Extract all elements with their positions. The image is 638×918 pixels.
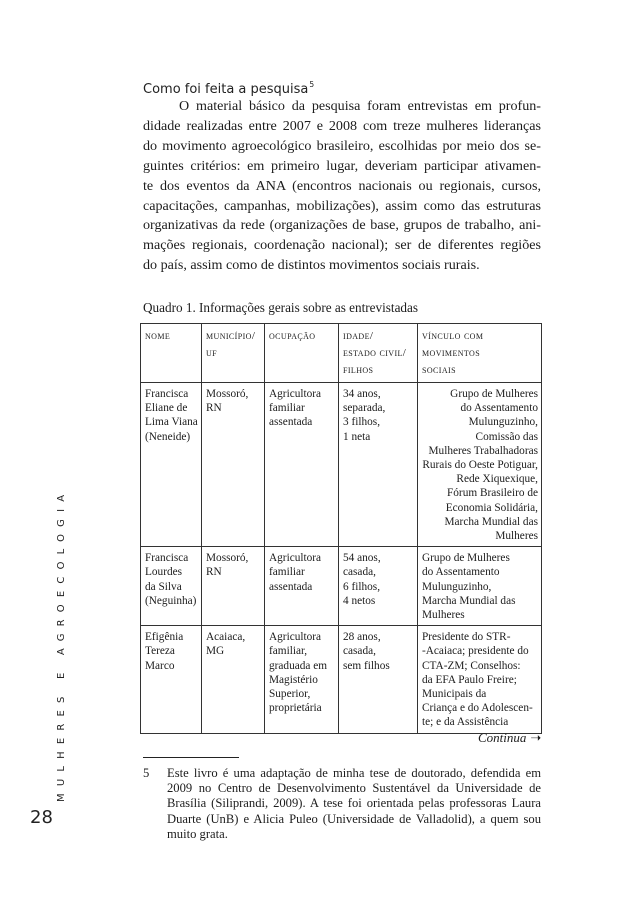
- running-title: MULHERES E AGROECOLOGIA: [56, 487, 67, 802]
- continua-label: Continua: [478, 730, 527, 745]
- footnote-line: 2009 no Centro de Desenvolvimento Sustentável da Universidade de: [167, 781, 541, 796]
- footnote-number: 5: [143, 766, 150, 780]
- header-idade: idade/ estado civil/ filhos: [339, 324, 418, 383]
- cell-ocupacao: Agricultora familiar assentada: [265, 547, 339, 626]
- table-caption: Quadro 1. Informações gerais sobre as entrevistadas: [143, 300, 419, 315]
- header-municipio: município/ uf: [202, 324, 265, 383]
- cell-municipio: Acaiaca, MG: [202, 626, 265, 733]
- body-line: guintes critérios: em primeiro lugar, deveriam participar ativamen-: [143, 157, 541, 174]
- section-heading: [143, 80, 314, 97]
- header-nome: nome: [141, 324, 202, 383]
- cell-nome: Efigênia Tereza Marco: [141, 626, 202, 733]
- footnote-rule: [143, 757, 239, 758]
- header-vinculo: vínculo com movimentos sociais: [418, 324, 542, 383]
- footnote-text: [167, 766, 541, 842]
- footnote-line: Este livro é uma adaptação de minha tese de doutorado, defendida em: [167, 766, 541, 780]
- cell-ocupacao: Agricultora familiar assentada: [265, 383, 339, 547]
- body-line: do movimento agroecológico brasileiro, escolhidas por meio dos se-: [143, 137, 541, 154]
- continua-marker: [478, 730, 541, 746]
- cell-ocupacao: Agricultora familiar, graduada em Magistério Superior, proprietária: [265, 626, 339, 733]
- footnote-line: muito grata.: [167, 826, 228, 841]
- body-line: do país, assim como de distintos movimentos sociais rurais.: [143, 257, 480, 274]
- table-header-row: [141, 324, 542, 383]
- cell-vinculo: Grupo de Mulheres do Assentamento Mulunguzinho, Comissão das Mulheres Trabalhadoras Rurais do Oeste Potiguar, Rede Xiquexique, Fórum Brasileiro de Economia Solidária, Marcha Mundial das Mulheres: [418, 383, 542, 547]
- cell-vinculo: Grupo de Mulheres do Assentamento Mulunguzinho, Marcha Mundial das Mulheres: [418, 547, 542, 626]
- body-line: mações regionais, coordenação nacional); ser de diferentes regiões: [143, 237, 541, 254]
- cell-vinculo: Presidente do STR- -Acaiaca; presidente do CTA-ZM; Conselhos: da EFA Paulo Freire; Municipais da Criança e do Adolescen- te; e da Assistência: [418, 626, 542, 733]
- section-heading-text: Como foi feita a pesquisa: [143, 82, 309, 97]
- footnote: [143, 766, 541, 842]
- body-line: O material básico da pesquisa foram entrevistas em profun-: [179, 98, 541, 114]
- header-ocupacao: ocupação: [265, 324, 339, 383]
- table-row: [141, 547, 542, 626]
- footnote-line: Duarte (UnB) e Alicia Puleo (Universidade de Valladolid), a quem sou: [167, 811, 541, 826]
- body-line: organizativas da rede (organizações de base, grupos de trabalho, ani-: [143, 217, 541, 234]
- footnote-reference: 5: [309, 80, 315, 89]
- body-line: capacitações, campanhas, mobilizações), assim como das estruturas: [143, 197, 541, 214]
- cell-municipio: Mossoró, RN: [202, 547, 265, 626]
- body-line: didade realizadas entre 2007 e 2008 com treze mulheres lideranças: [143, 117, 541, 134]
- cell-nome: Francisca Eliane de Lima Viana (Neneide): [141, 383, 202, 547]
- page-number: 28: [30, 807, 53, 828]
- cell-idade: 34 anos, separada, 3 filhos, 1 neta: [339, 383, 418, 547]
- cell-idade: 28 anos, casada, sem filhos: [339, 626, 418, 733]
- cell-idade: 54 anos, casada, 6 filhos, 4 netos: [339, 547, 418, 626]
- body-paragraph: [143, 97, 541, 276]
- footnote-line: Brasília (Siliprandi, 2009). A tese foi orientada pelas professoras Laura: [167, 796, 541, 811]
- table-row: [141, 383, 542, 547]
- interviewees-table: [140, 323, 542, 734]
- cell-nome: Francisca Lourdes da Silva (Neguinha): [141, 547, 202, 626]
- arrow-right-icon: ➝: [530, 730, 542, 745]
- body-line: te dos eventos da ANA (encontros nacionais ou regionais, cursos,: [143, 177, 541, 194]
- cell-municipio: Mossoró, RN: [202, 383, 265, 547]
- table-row: [141, 626, 542, 733]
